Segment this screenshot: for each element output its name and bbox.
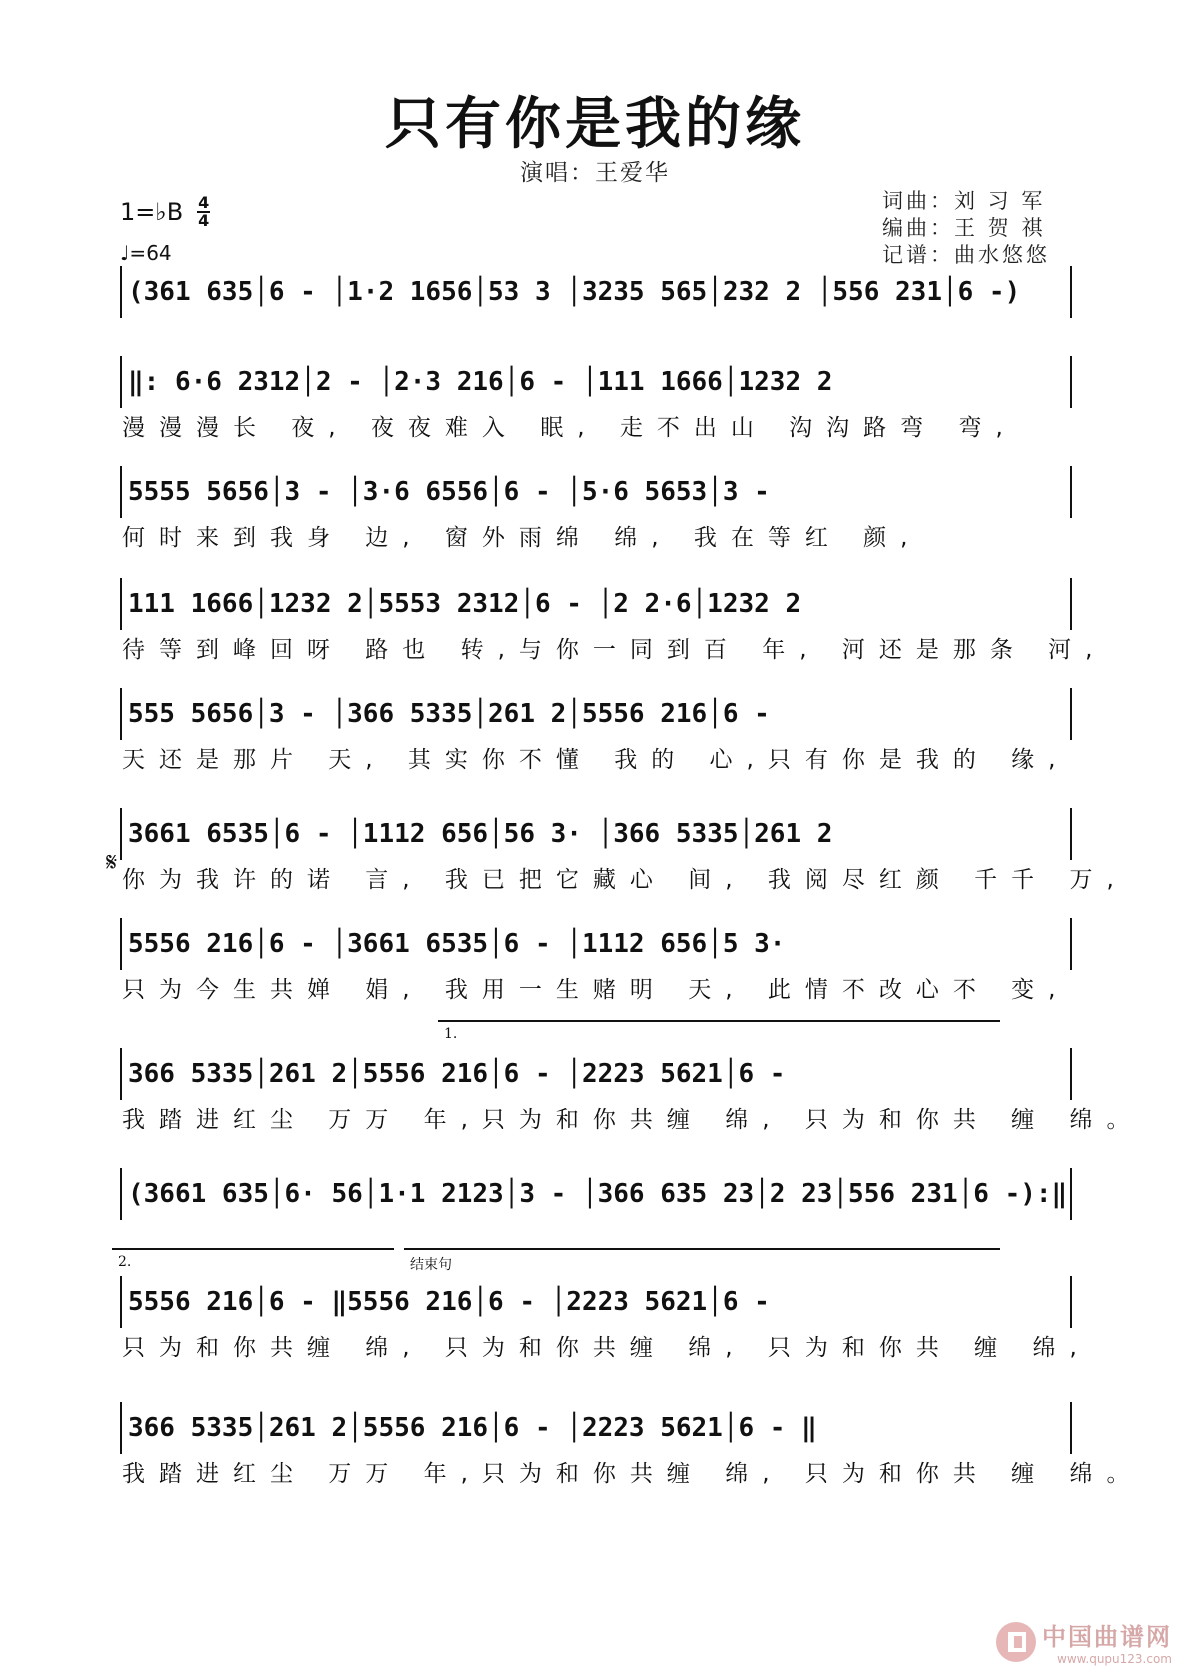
score-line bbox=[120, 466, 1072, 552]
notation-text: 555 5656│3 - │366 5335│261 2│5556 216│6 - bbox=[128, 699, 770, 729]
score-line bbox=[120, 266, 1072, 352]
notation-text: ‖: 6·6 2312│2 - │2·3 216│6 - │111 1666│1232 2 bbox=[128, 367, 833, 397]
notation-line bbox=[120, 918, 1072, 970]
watermark-url: www.qupu123.com bbox=[1057, 1652, 1172, 1666]
lyrics-line bbox=[120, 1220, 1072, 1254]
notation-line bbox=[120, 578, 1072, 630]
score-line bbox=[120, 808, 1128, 894]
score-line bbox=[120, 918, 1072, 1004]
lyrics-line: 只为今生共婵 娟, 我用一生赌明 天, 此情不改心不 变, bbox=[122, 976, 1070, 1003]
lyrics-line: 漫漫漫长 夜, 夜夜难入 眠, 走不出山 沟沟路弯 弯, bbox=[122, 414, 1017, 441]
score-line bbox=[120, 356, 1072, 442]
notation-text: (3661 635│6· 56│1·1 2123│3 - │366 635 23│2 23│556 231│6 -):‖ bbox=[128, 1179, 1068, 1209]
lyrics-line: 待等到峰回呀 路也 转,与你一同到百 年, 河还是那条 河, bbox=[122, 636, 1107, 663]
notation-text: 5555 5656│3 - │3·6 6556│6 - │5·6 5653│3 - bbox=[128, 477, 770, 507]
key-signature bbox=[120, 195, 210, 229]
notation-line bbox=[120, 356, 1072, 408]
watermark-name: 中国曲谱网 bbox=[1042, 1623, 1172, 1651]
notation-line bbox=[120, 1276, 1072, 1328]
volta-bracket-1 bbox=[438, 1020, 1000, 1044]
lyrics-line bbox=[120, 318, 1072, 352]
ending-label: 结束句 bbox=[410, 1257, 452, 1273]
notation-text: 366 5335│261 2│5556 216│6 - │2223 5621│6 - bbox=[128, 1059, 786, 1089]
score-line bbox=[120, 1276, 1091, 1362]
time-sig-top: 4 bbox=[198, 193, 210, 212]
lyrics-line: 只为和你共缠 绵, 只为和你共缠 绵, 只为和你共 缠 绵, bbox=[122, 1334, 1091, 1361]
notation-text: 5556 216│6 - │3661 6535│6 - │1112 656│5 3· bbox=[128, 929, 786, 959]
segno-sign: 𝄋 bbox=[106, 848, 118, 878]
notation-line bbox=[120, 1168, 1072, 1220]
lyrics-line: 我踏进红尘 万万 年,只为和你共缠 绵, 只为和你共 缠 绵。 bbox=[122, 1460, 1144, 1487]
score-line bbox=[120, 1048, 1144, 1134]
notation-line bbox=[120, 266, 1072, 318]
score-line bbox=[120, 1402, 1144, 1488]
volta-label-2: 2. bbox=[118, 1254, 132, 1270]
notation-line bbox=[120, 688, 1072, 740]
singer-credit: 演唱：王爱华 bbox=[520, 160, 670, 186]
lyrics-line: 我踏进红尘 万万 年,只为和你共缠 绵, 只为和你共 缠 绵。 bbox=[122, 1106, 1144, 1133]
notation-line bbox=[120, 1402, 1072, 1454]
notation-line bbox=[120, 466, 1072, 518]
site-logo-icon bbox=[996, 1622, 1036, 1662]
time-signature bbox=[197, 195, 210, 229]
song-title: 只有你是我的缘 bbox=[385, 91, 805, 157]
lyrics-line: 天还是那片 天, 其实你不懂 我的 心,只有你是我的 缘, bbox=[122, 746, 1070, 773]
notation-text: 111 1666│1232 2│5553 2312│6 - │2 2·6│1232 2 bbox=[128, 589, 802, 619]
time-sig-bottom: 4 bbox=[198, 211, 210, 230]
credit-composer: 词曲：刘 习 军 bbox=[882, 189, 1046, 213]
tempo-marking: ♩=64 bbox=[120, 241, 172, 265]
credit-transcriber: 记谱：曲水悠悠 bbox=[882, 243, 1050, 267]
volta-label-1: 1. bbox=[444, 1026, 458, 1042]
score-line bbox=[120, 688, 1072, 774]
key-label: 1=♭B bbox=[120, 198, 184, 226]
credit-arranger: 编曲：王 贺 祺 bbox=[882, 216, 1046, 240]
site-watermark bbox=[996, 1617, 1172, 1666]
notation-text: 5556 216│6 - ‖5556 216│6 - │2223 5621│6 - bbox=[128, 1287, 770, 1317]
watermark-text bbox=[1042, 1617, 1172, 1666]
score-line bbox=[120, 578, 1107, 664]
lyrics-line: 你为我许的诺 言, 我已把它藏心 间, 我阅尽红颜 千千 万, bbox=[122, 866, 1128, 893]
notation-text: 3661 6535│6 - │1112 656│56 3· │366 5335│261 2 bbox=[128, 819, 833, 849]
lyrics-line: 何时来到我身 边, 窗外雨绵 绵, 我在等红 颜, bbox=[122, 524, 922, 551]
notation-line bbox=[120, 1048, 1072, 1100]
notation-line bbox=[120, 808, 1072, 860]
score-line bbox=[120, 1168, 1072, 1254]
key-and-tempo bbox=[120, 195, 210, 265]
notation-text: (361 635│6 - │1·2 1656│53 3 │3235 565│232 2 │556 231│6 -) bbox=[128, 277, 1021, 307]
credits-block bbox=[882, 188, 1050, 269]
notation-text: 366 5335│261 2│5556 216│6 - │2223 5621│6 - ‖ bbox=[128, 1413, 817, 1443]
